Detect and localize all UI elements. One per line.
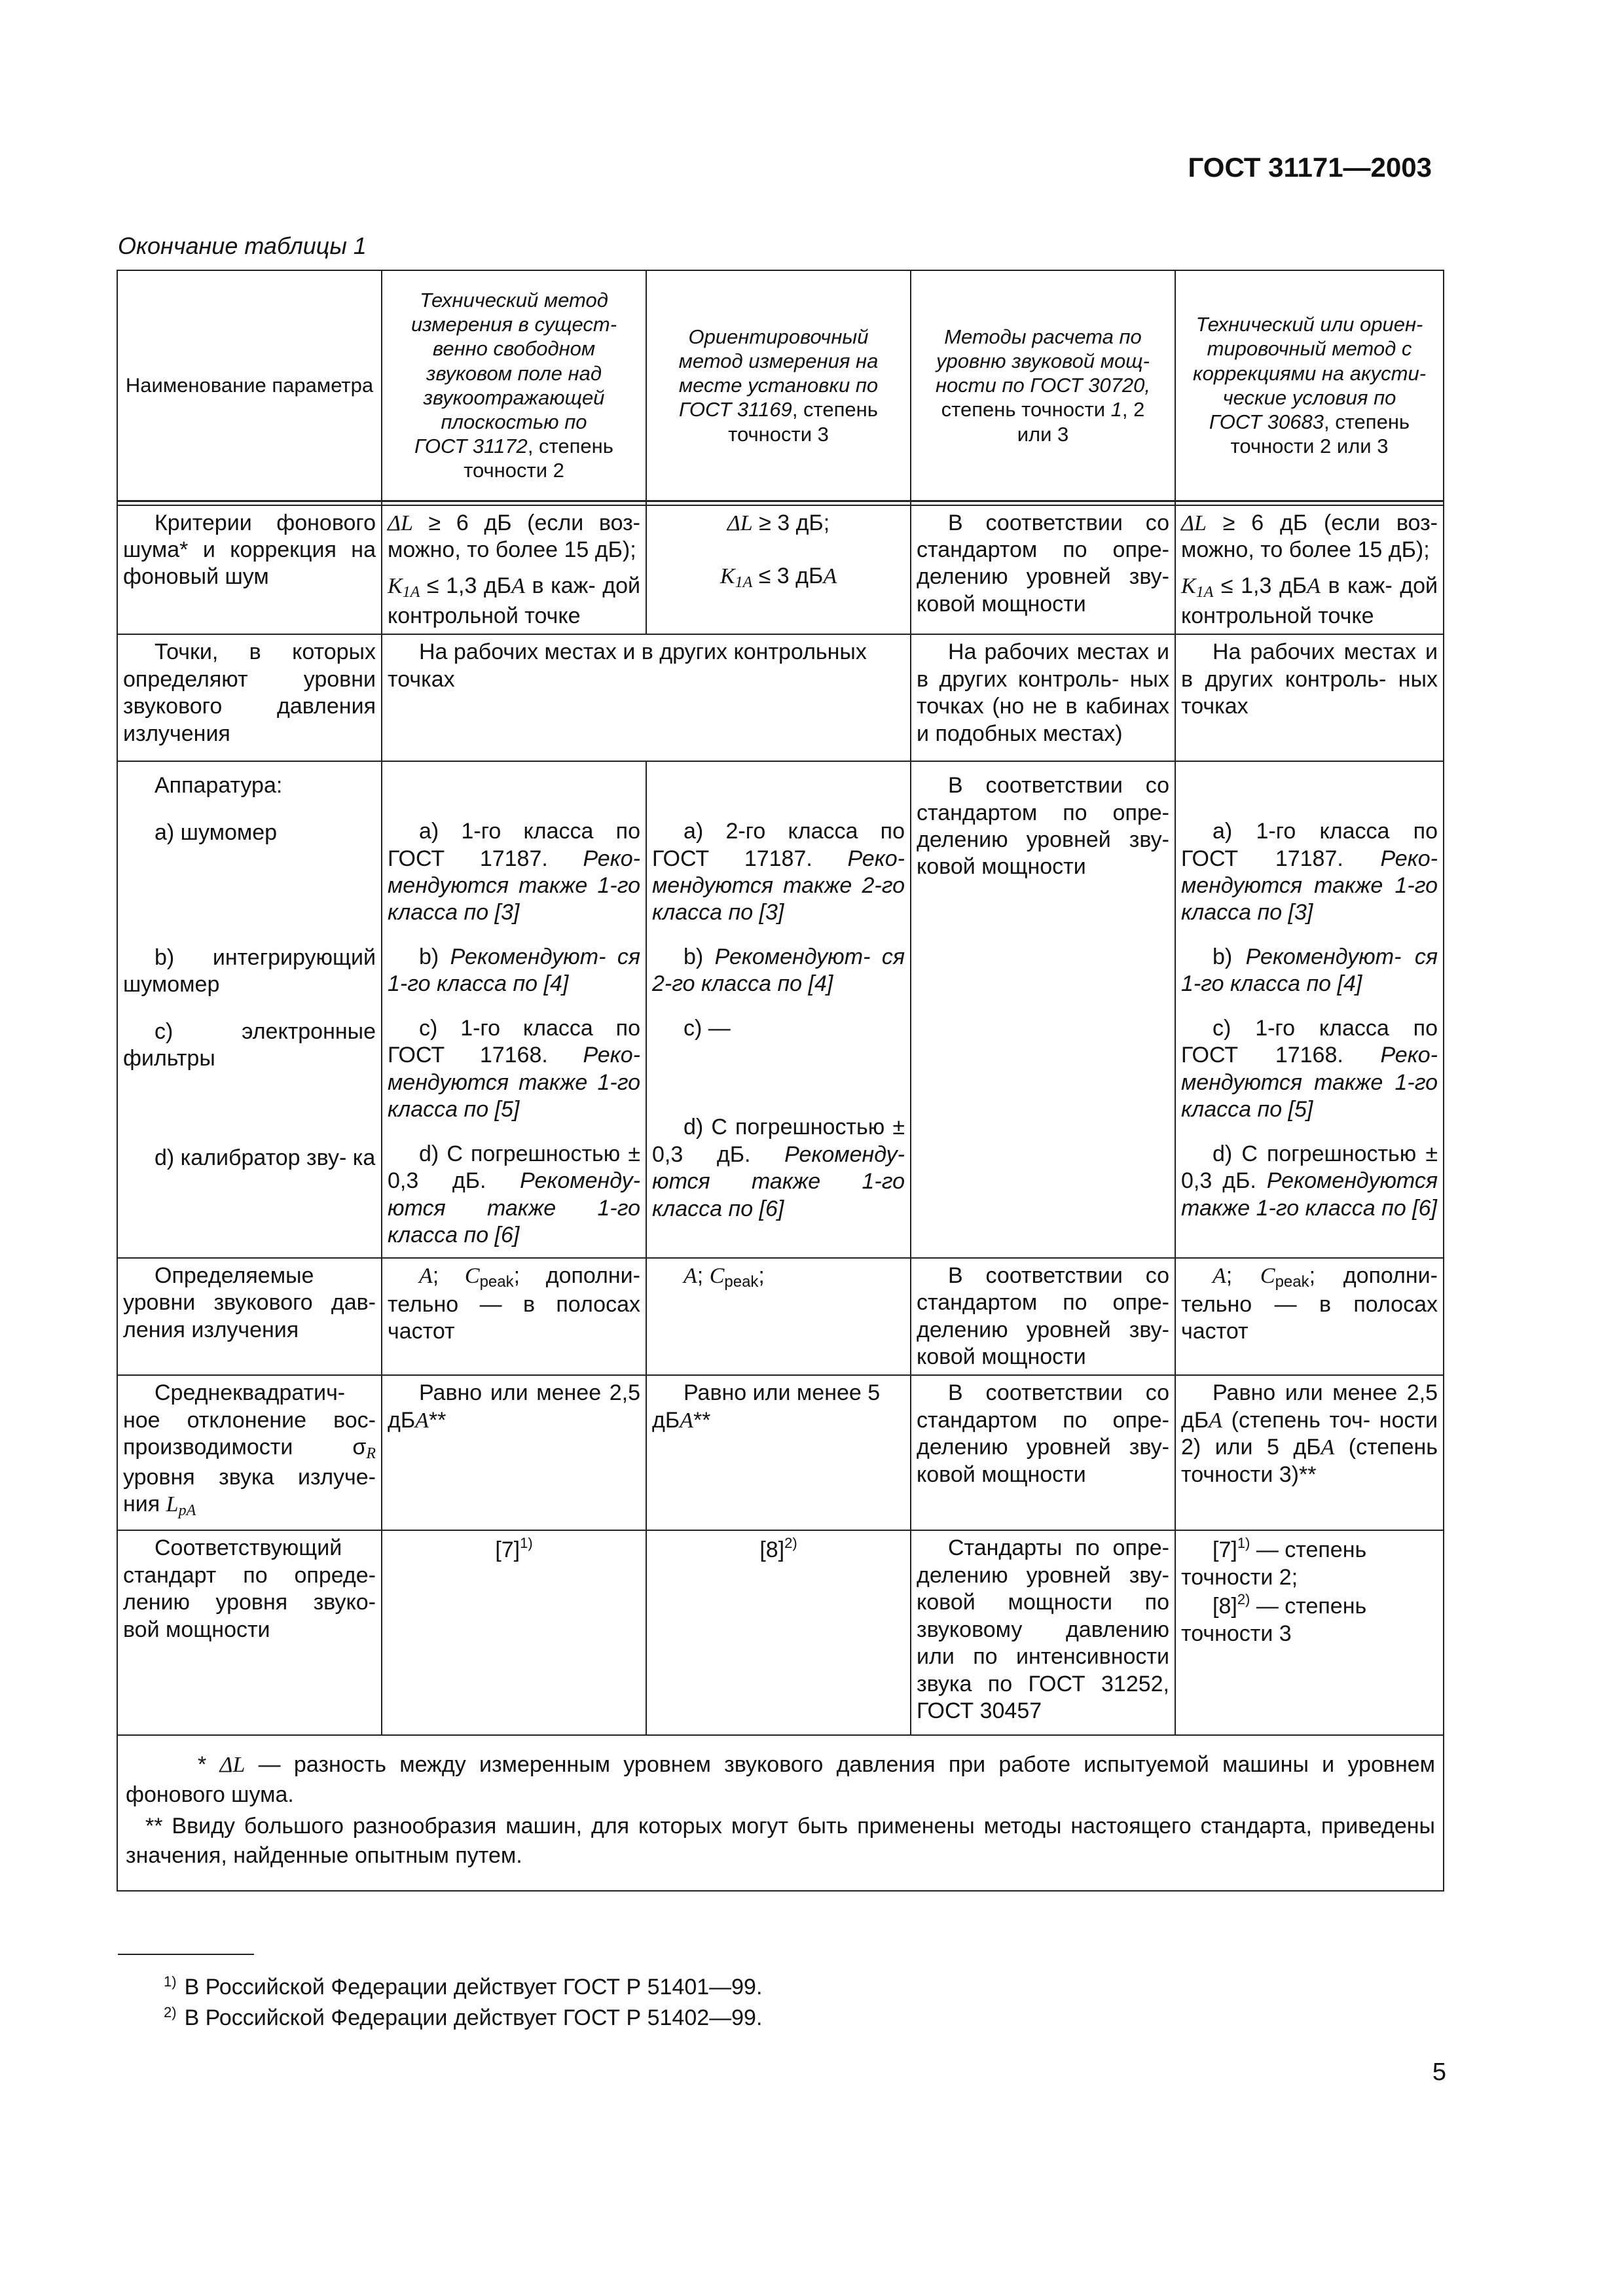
- row-equipment-c5: a) 1-го класса по ГОСТ 17187. Реко- мендуются также 1-го класса по [3] b) Рекомендуют- ся 1-го класса по [4] c) 1-го класса по ГОСТ 17168. Реко- мендуются также 1-го класса по [5] d) С погрешностью ± 0,3 дБ. Рекомендуются также 1-го класса по [6]: [1175, 761, 1444, 1258]
- row-measurement-points-c4: На рабочих местах и в других контроль- ных точках (но не в кабинах и подобных местах): [911, 634, 1175, 761]
- row-measurement-points-name: Точки, в которых определяют уровни звукового давления излучения: [117, 634, 382, 761]
- row-levels-c4: В соответствии со стандартом по опре- делению уровней зву- ковой мощности: [911, 1258, 1175, 1376]
- header-survey-method: Ориентировочный метод измерения на месте установки по ГОСТ 31169, степень точности 3: [646, 270, 911, 501]
- row-background-noise-c3: ΔL ≥ 3 дБ; $K_{1A} \le 3$ дБA: [646, 505, 911, 635]
- row-reference-standard-c2: $[7]^{1)}$: [382, 1530, 646, 1734]
- header-calculation-methods: Методы расчета по уровню звуковой мощ- ности по ГОСТ 30720, степень точности 1, 2 или 3: [911, 270, 1175, 501]
- page-number: 5: [1432, 2058, 1446, 2086]
- footnote-separator: [118, 1954, 254, 1955]
- row-deviation-c5: Равно или менее 2,5 дБA (степень точ- ности 2) или 5 дБA (степень точности 3)**: [1175, 1375, 1444, 1530]
- row-measurement-points-c23: На рабочих местах и в других контрольных точках: [382, 634, 911, 761]
- parameters-table: [117, 270, 1444, 1892]
- row-reference-standard-name: Соответствующий стандарт по опреде- лению уровня звуко- вой мощности: [117, 1530, 382, 1734]
- row-levels-c5: A; $C_{peak}$; дополни- тельно — в полосах частот: [1175, 1258, 1444, 1376]
- row-deviation-name: Среднеквадратич- ное отклонение вос- производимости $\sigma_R$ уровня звука излуче- ния $L_{pA}$: [117, 1375, 382, 1530]
- row-reference-standard-c3: $[8]^{2)}$: [646, 1530, 911, 1734]
- row-reference-standard-c5: $[7]^{1)}$ — степень точности 2; $[8]^{2)}$ — степень точности 3: [1175, 1530, 1444, 1734]
- row-background-noise-c5: ΔL ≥ 6 дБ (если воз- можно, то более 15 дБ); $K_{1A} \le 1,3$ дБA в каж- дой контрольной точке: [1175, 505, 1444, 635]
- footnote-2: $^{2)}$ В Российской Федерации действует ГОСТ Р 51402—99.: [164, 2004, 763, 2030]
- table-row: [117, 505, 1444, 635]
- table-notes: [117, 1735, 1444, 1892]
- row-background-noise-c4: В соответствии со стандартом по опре- делению уровней зву- ковой мощности: [911, 505, 1175, 635]
- row-levels-name: Определяемые уровни звукового дав- ления излучения: [117, 1258, 382, 1376]
- note-experimental-values: ** Ввиду большого разнообразия машин, для которых могут быть применены методы настоящего стандарта, приведены значения, найденные опытным путем.: [126, 1814, 1435, 1869]
- row-deviation-c3: Равно или менее 5 дБA**: [646, 1375, 911, 1530]
- row-background-noise-name: Критерии фонового шума* и коррекция на фоновый шум: [117, 505, 382, 635]
- document-standard-number: ГОСТ 31171—2003: [1188, 152, 1432, 183]
- note-delta-l: * ΔL — разность между измеренным уровнем звукового давления при работе испытуемой машины и уровнем фонового шума.: [126, 1751, 1435, 1807]
- row-measurement-points-c5: На рабочих местах и в других контроль- ных точках: [1175, 634, 1444, 761]
- header-corrected-method: Технический или ориен- тировочный метод с коррекциями на акусти- ческие условия по ГОСТ 30683, степень точности 2 или 3: [1175, 270, 1444, 501]
- row-background-noise-c2: ΔL ≥ 6 дБ (если воз- можно, то более 15 дБ); $K_{1A} \le 1,3$ дБA в каж- дой контрольной точке: [382, 505, 646, 635]
- table-header-row: [117, 270, 1444, 501]
- row-levels-c3: A; $C_{peak}$;: [646, 1258, 911, 1376]
- table-notes-row: [117, 1735, 1444, 1892]
- row-deviation-c2: Равно или менее 2,5 дБA**: [382, 1375, 646, 1530]
- row-equipment-c2: a) 1-го класса по ГОСТ 17187. Реко- мендуются также 1-го класса по [3] b) Рекомендуют- ся 1-го класса по [4] c) 1-го класса по ГОСТ 17168. Реко- мендуются также 1-го класса по [5] d) С погрешностью ± 0,3 дБ. Рекоменду- ются также 1-го класса по [6]: [382, 761, 646, 1258]
- row-deviation-c4: В соответствии со стандартом по опре- делению уровней зву- ковой мощности: [911, 1375, 1175, 1530]
- table-row: [117, 1258, 1444, 1376]
- header-technical-method: Технический метод измерения в сущест- венно свободном звуковом поле над звукоотражающей плоскостью по ГОСТ 31172, степень точности 2: [382, 270, 646, 501]
- table-row: [117, 761, 1444, 1258]
- table-row: [117, 634, 1444, 761]
- row-equipment-c3: a) 2-го класса по ГОСТ 17187. Реко- мендуются также 2-го класса по [3] b) Рекомендуют- ся 2-го класса по [4] c) — d) С погрешностью ± 0,3 дБ. Рекоменду- ются также 1-го класса по [6]: [646, 761, 911, 1258]
- row-reference-standard-c4: Стандарты по опре- делению уровней зву- ковой мощности по звуковому давлению или по интенсивности звука по ГОСТ 31252, ГОСТ 30457: [911, 1530, 1175, 1734]
- footnote-1: $^{1)}$ В Российской Федерации действует ГОСТ Р 51401—99.: [164, 1973, 763, 2000]
- table-row: [117, 1375, 1444, 1530]
- header-parameter-name: Наименование параметра: [117, 270, 382, 501]
- table-row: [117, 1530, 1444, 1734]
- row-levels-c2: A; $C_{peak}$; дополни- тельно — в полосах частот: [382, 1258, 646, 1376]
- row-equipment-c4: В соответствии со стандартом по опре- делению уровней зву- ковой мощности: [911, 761, 1175, 1258]
- table-caption: Окончание таблицы 1: [118, 232, 367, 259]
- row-equipment-name: Аппаратура: a) шумомер b) интегрирующий шумомер c) электронные фильтры d) калибратор зву- ка: [117, 761, 382, 1258]
